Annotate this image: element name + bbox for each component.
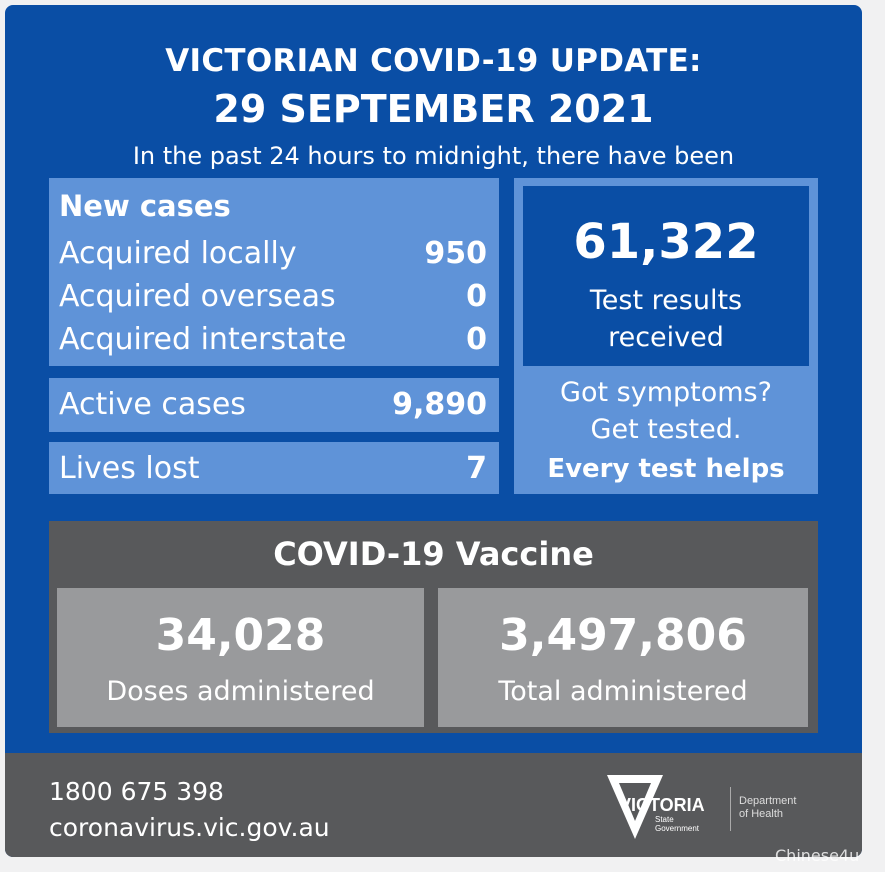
row-label: Acquired locally — [59, 236, 297, 271]
doses-box — [57, 588, 424, 727]
tests-panel — [514, 178, 818, 494]
row-value: 0 — [466, 322, 487, 357]
symptoms-message — [514, 374, 818, 448]
symptoms-line2: Get tested. — [590, 414, 742, 445]
subtitle: In the past 24 hours to midnight, there have been — [132, 142, 735, 170]
footer — [5, 753, 862, 857]
department-name — [739, 795, 796, 821]
active-cases-value: 9,890 — [392, 387, 487, 422]
lives-lost-panel — [49, 442, 499, 494]
victoria-logo — [605, 773, 845, 843]
test-label-line1: Test results — [589, 285, 743, 316]
lives-lost-row — [59, 451, 487, 486]
test-label-line2: received — [608, 322, 724, 353]
row-acquired-locally — [59, 236, 487, 271]
title-line1: VICTORIAN COVID-19 UPDATE: — [165, 43, 702, 79]
vaccine-panel — [49, 521, 818, 733]
test-results-value: 61,322 — [573, 214, 759, 270]
doses-label: Doses administered — [106, 676, 375, 707]
total-box — [438, 588, 808, 727]
every-test-helps: Every test helps — [547, 454, 785, 484]
active-cases-panel — [49, 378, 499, 432]
new-cases-heading: New cases — [59, 189, 231, 223]
dept-line2: of Health — [739, 808, 784, 820]
active-cases-row — [59, 387, 487, 422]
logo-name: VICTORIA — [619, 795, 705, 815]
active-cases-label: Active cases — [59, 387, 246, 422]
test-results-label — [523, 282, 809, 356]
total-label: Total administered — [498, 676, 748, 707]
test-results-box — [523, 186, 809, 366]
vaccine-title: COVID-19 Vaccine — [273, 535, 594, 573]
dept-line1: Department — [739, 795, 797, 807]
website-link: coronavirus.vic.gov.au — [49, 813, 330, 842]
row-acquired-overseas — [59, 279, 487, 314]
watermark: Chinese4u — [775, 846, 860, 865]
symptoms-line1: Got symptoms? — [560, 377, 772, 408]
total-value: 3,497,806 — [499, 610, 747, 661]
logo-subtitle — [655, 815, 699, 833]
logo-divider — [730, 787, 731, 831]
title-date: 29 SEPTEMBER 2021 — [213, 87, 654, 131]
phone-number: 1800 675 398 — [49, 777, 224, 806]
logo-sub-line2: Government — [655, 824, 700, 833]
row-label: Acquired interstate — [59, 322, 347, 357]
row-value: 0 — [466, 279, 487, 314]
new-cases-panel — [49, 178, 499, 366]
row-acquired-interstate — [59, 322, 487, 357]
lives-lost-label: Lives lost — [59, 451, 200, 486]
logo-sub-line1: State — [655, 815, 674, 824]
row-value: 950 — [424, 236, 487, 271]
row-label: Acquired overseas — [59, 279, 336, 314]
doses-value: 34,028 — [155, 610, 326, 661]
lives-lost-value: 7 — [466, 451, 487, 486]
covid-update-card — [5, 5, 862, 857]
